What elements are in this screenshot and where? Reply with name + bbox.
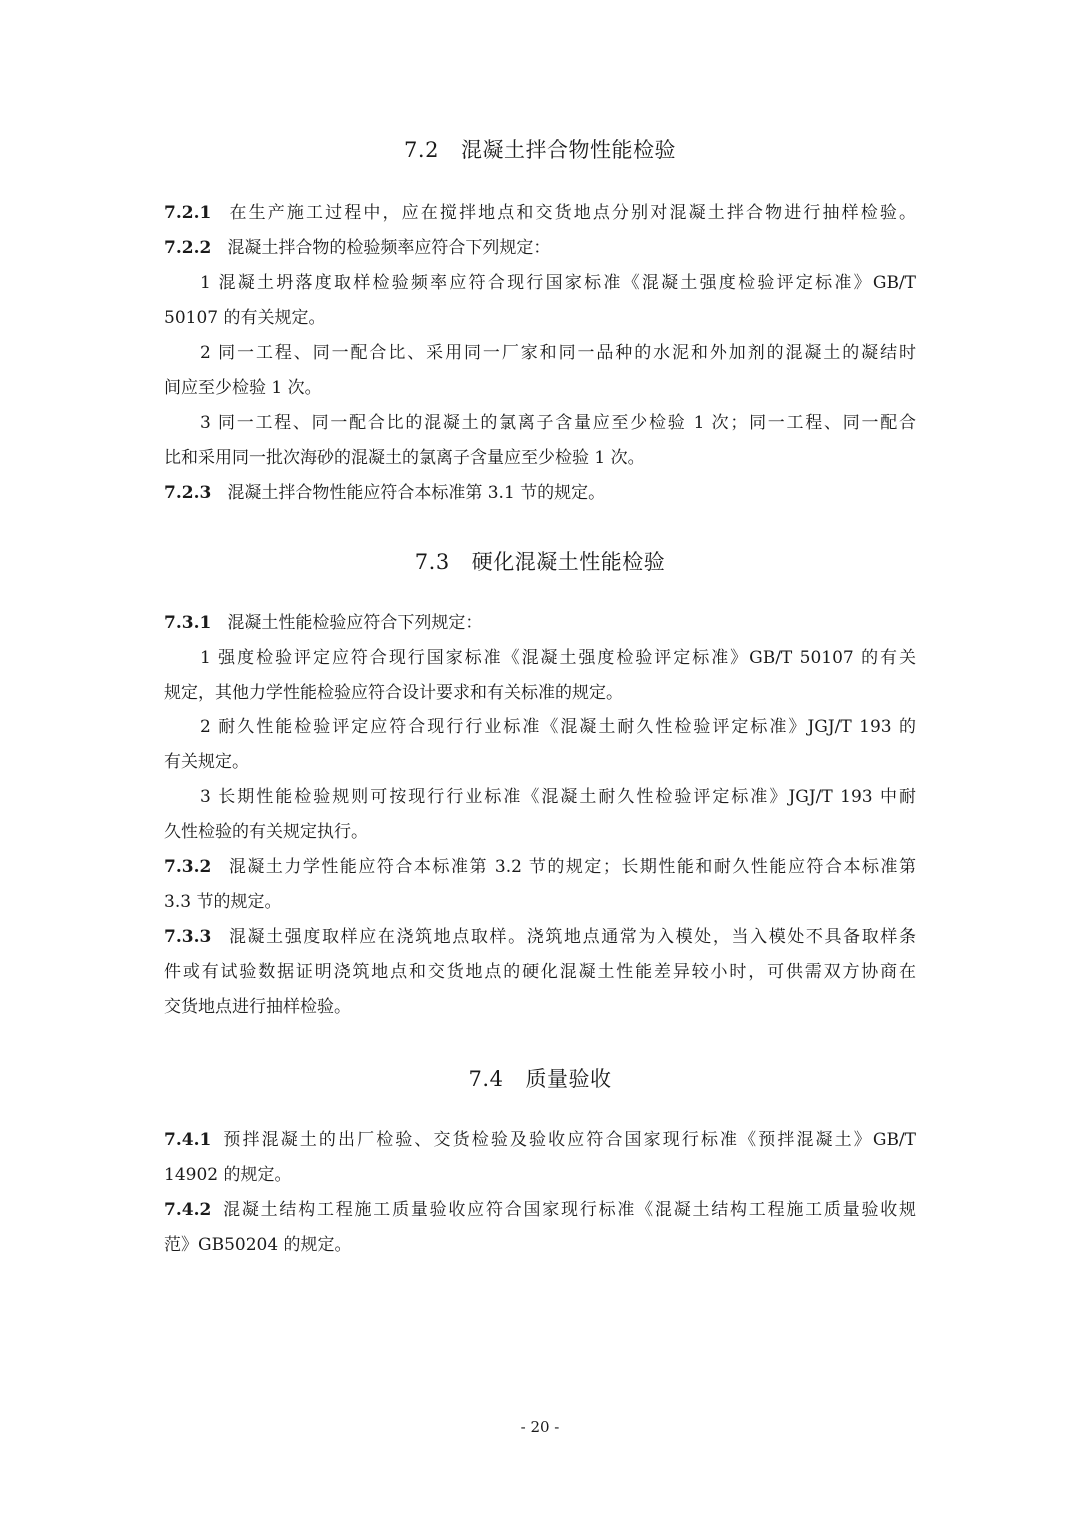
- continuation-line: [164, 750, 916, 774]
- clause-text: 混凝土拌合物性能应符合本标准第 3.1 节的规定。: [227, 483, 606, 503]
- clause-text: 在生产施工过程中，应在搅拌地点和交货地点分别对混凝土拌合物进行抽样检验。: [227, 203, 916, 223]
- clause-line: [164, 611, 916, 635]
- continuation-line: [164, 681, 916, 705]
- clause-text: 混凝土结构工程施工质量验收应符合国家现行标准《混凝土结构工程施工质量验收规: [221, 1200, 916, 1220]
- clause-text: 混凝土拌合物的检验频率应符合下列规定：: [227, 238, 551, 258]
- item-line: [200, 411, 916, 435]
- section-title: 质量验收: [525, 1067, 612, 1091]
- section-title: 硬化混凝土性能检验: [471, 550, 666, 574]
- item-text: 1 强度检验评定应符合现行国家标准《混凝土强度检验评定标准》GB/T 50107 的有关: [200, 648, 916, 668]
- clause-line: [164, 1198, 916, 1222]
- item-text: 比和采用同一批次海砂的混凝土的氯离子含量应至少检验 1 次。: [164, 448, 645, 468]
- clause-text: 14902 的规定。: [164, 1165, 292, 1185]
- continuation-line: [164, 820, 916, 844]
- clause-number: 7.2.3: [164, 483, 212, 503]
- item-text: 有关规定。: [164, 752, 249, 772]
- clause-text: 范》GB50204 的规定。: [164, 1235, 352, 1255]
- item-text: 规定，其他力学性能检验应符合设计要求和有关标准的规定。: [164, 683, 623, 703]
- section-number: 7.2: [404, 138, 439, 162]
- item-text: 久性检验的有关规定执行。: [164, 822, 368, 842]
- clause-number: 7.3.3: [164, 927, 212, 947]
- continuation-line: [164, 960, 916, 984]
- item-line: [200, 715, 916, 739]
- item-text: 2 耐久性能检验评定应符合现行行业标准《混凝土耐久性检验评定标准》JGJ/T 193 的: [200, 717, 916, 737]
- item-text: 3 长期性能检验规则可按现行行业标准《混凝土耐久性检验评定标准》JGJ/T 193 中耐: [200, 787, 916, 807]
- clause-line: [164, 855, 916, 879]
- clause-text: 混凝土性能检验应符合下列规定：: [227, 613, 483, 633]
- section-heading-7-2: [0, 134, 1080, 164]
- item-text: 3 同一工程、同一配合比的混凝土的氯离子含量应至少检验 1 次；同一工程、同一配合: [200, 413, 916, 433]
- item-line: [200, 271, 916, 295]
- section-title: 混凝土拌合物性能检验: [460, 138, 676, 162]
- clause-number: 7.2.2: [164, 238, 212, 258]
- continuation-line: [164, 376, 916, 400]
- page-number: - 20 -: [520, 1418, 560, 1436]
- item-text: 间应至少检验 1 次。: [164, 378, 322, 398]
- clause-line: [164, 925, 916, 949]
- continuation-line: [164, 890, 916, 914]
- section-number: 7.3: [414, 550, 450, 574]
- continuation-line: [164, 1233, 916, 1257]
- continuation-line: [164, 306, 916, 330]
- clause-line: [164, 236, 916, 260]
- item-text: 2 同一工程、同一配合比、采用同一厂家和同一品种的水泥和外加剂的混凝土的凝结时: [200, 343, 916, 363]
- item-line: [200, 646, 916, 670]
- clause-text: 3.3 节的规定。: [164, 892, 282, 912]
- clause-number: 7.4.1: [164, 1130, 212, 1150]
- item-text: 50107 的有关规定。: [164, 308, 326, 328]
- section-heading-7-4: [0, 1063, 1080, 1093]
- clause-line: [164, 1128, 916, 1152]
- item-line: [200, 785, 916, 809]
- continuation-line: [164, 995, 916, 1019]
- continuation-line: [164, 1163, 916, 1187]
- clause-number: 7.3.1: [164, 613, 212, 633]
- continuation-line: [164, 446, 916, 470]
- section-number: 7.4: [468, 1067, 504, 1091]
- section-heading-7-3: [0, 546, 1080, 576]
- clause-text: 混凝土力学性能应符合本标准第 3.2 节的规定；长期性能和耐久性能应符合本标准第: [227, 857, 916, 877]
- item-line: [200, 341, 916, 365]
- clause-line: [164, 481, 916, 505]
- item-text: 1 混凝土坍落度取样检验频率应符合现行国家标准《混凝土强度检验评定标准》GB/T: [200, 273, 916, 293]
- clause-text: 预拌混凝土的出厂检验、交货检验及验收应符合国家现行标准《预拌混凝土》GB/T: [221, 1130, 916, 1150]
- clause-text: 混凝土强度取样应在浇筑地点取样。浇筑地点通常为入模处，当入模处不具备取样条: [227, 927, 916, 947]
- clause-number: 7.4.2: [164, 1200, 212, 1220]
- clause-number: 7.2.1: [164, 203, 212, 223]
- clause-text: 件或有试验数据证明浇筑地点和交货地点的硬化混凝土性能差异较小时，可供需双方协商在: [164, 962, 916, 982]
- clause-text: 交货地点进行抽样检验。: [164, 997, 351, 1017]
- clause-number: 7.3.2: [164, 857, 212, 877]
- clause-line: [164, 201, 916, 225]
